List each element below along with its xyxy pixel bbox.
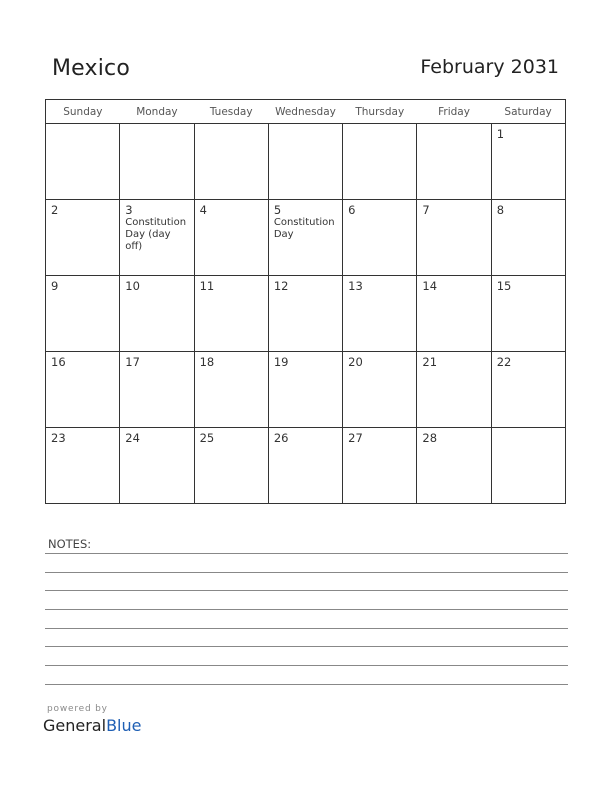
day-number: 10	[125, 279, 140, 293]
week-row	[46, 200, 566, 276]
day-number: 2	[51, 203, 59, 217]
country-title: Mexico	[52, 56, 131, 81]
day-cell	[343, 352, 417, 428]
brand-logo-first: General	[43, 716, 107, 735]
brand-logo	[43, 716, 141, 735]
day-number: 4	[199, 203, 207, 217]
week-row	[46, 352, 566, 428]
day-number: 6	[348, 203, 356, 217]
day-cell	[343, 200, 417, 276]
day-cell	[268, 124, 342, 200]
day-cell	[120, 200, 194, 276]
day-number: 8	[496, 203, 505, 217]
weekday-header: Thursday	[343, 100, 417, 124]
day-cell	[343, 124, 417, 200]
day-number: 5	[273, 203, 282, 217]
weekday-header: Saturday	[491, 100, 565, 124]
note-line	[45, 665, 568, 666]
day-number: 21	[422, 355, 438, 369]
notes-label: NOTES:	[48, 537, 92, 551]
day-number: 17	[125, 355, 140, 369]
day-number: 27	[348, 431, 363, 445]
day-cell	[120, 352, 194, 428]
day-number: 14	[422, 279, 438, 293]
day-number: 7	[422, 203, 430, 217]
week-row	[46, 276, 566, 352]
day-number: 16	[51, 355, 66, 369]
day-number: 19	[273, 355, 289, 369]
day-cell	[268, 200, 342, 276]
note-line	[45, 646, 568, 647]
day-cell	[120, 124, 194, 200]
powered-by-text: powered by	[47, 704, 108, 714]
day-number: 11	[199, 279, 215, 293]
holiday-label: Constitution Day (day off)	[125, 217, 187, 252]
day-number: 1	[496, 127, 505, 141]
note-line	[45, 609, 568, 610]
day-number: 15	[496, 279, 512, 293]
week-row	[46, 124, 566, 200]
note-line	[45, 628, 568, 629]
day-cell	[268, 276, 342, 352]
day-cell	[194, 124, 268, 200]
day-number: 13	[348, 279, 363, 293]
holiday-label: Constitution Day	[273, 217, 335, 240]
day-number: 3	[125, 203, 133, 217]
month-year-title: February 2031	[420, 56, 559, 78]
day-cell	[194, 200, 268, 276]
brand-logo-second: Blue	[106, 716, 142, 735]
weekday-header: Monday	[120, 100, 194, 124]
day-cell	[194, 352, 268, 428]
day-cell	[417, 276, 491, 352]
day-cell	[46, 124, 120, 200]
day-number: 26	[273, 431, 289, 445]
day-cell	[268, 428, 342, 504]
day-cell	[491, 428, 565, 504]
note-line	[45, 553, 568, 554]
day-cell	[46, 200, 120, 276]
day-number: 23	[51, 431, 66, 445]
weekday-header: Friday	[417, 100, 491, 124]
note-line	[45, 684, 568, 685]
weekday-header: Tuesday	[194, 100, 268, 124]
day-cell	[120, 428, 194, 504]
day-number: 20	[348, 355, 363, 369]
day-cell	[46, 276, 120, 352]
day-cell	[417, 428, 491, 504]
day-cell	[194, 276, 268, 352]
calendar-grid	[45, 99, 566, 504]
weekday-header-row	[46, 100, 566, 124]
day-cell	[46, 428, 120, 504]
day-cell	[491, 200, 565, 276]
day-cell	[120, 276, 194, 352]
day-number: 22	[496, 355, 512, 369]
weekday-header: Wednesday	[268, 100, 342, 124]
day-cell	[491, 352, 565, 428]
day-cell	[343, 276, 417, 352]
note-line	[45, 590, 568, 591]
day-cell	[46, 352, 120, 428]
day-cell	[268, 352, 342, 428]
day-number: 24	[125, 431, 140, 445]
day-number: 9	[51, 279, 59, 293]
note-line	[45, 572, 568, 573]
day-number: 28	[422, 431, 438, 445]
day-cell	[417, 124, 491, 200]
day-cell	[491, 124, 565, 200]
day-number: 12	[273, 279, 289, 293]
weekday-header: Sunday	[46, 100, 120, 124]
day-cell	[194, 428, 268, 504]
day-cell	[491, 276, 565, 352]
day-number: 25	[199, 431, 215, 445]
week-row	[46, 428, 566, 504]
day-cell	[343, 428, 417, 504]
day-number: 18	[199, 355, 215, 369]
day-cell	[417, 200, 491, 276]
day-cell	[417, 352, 491, 428]
